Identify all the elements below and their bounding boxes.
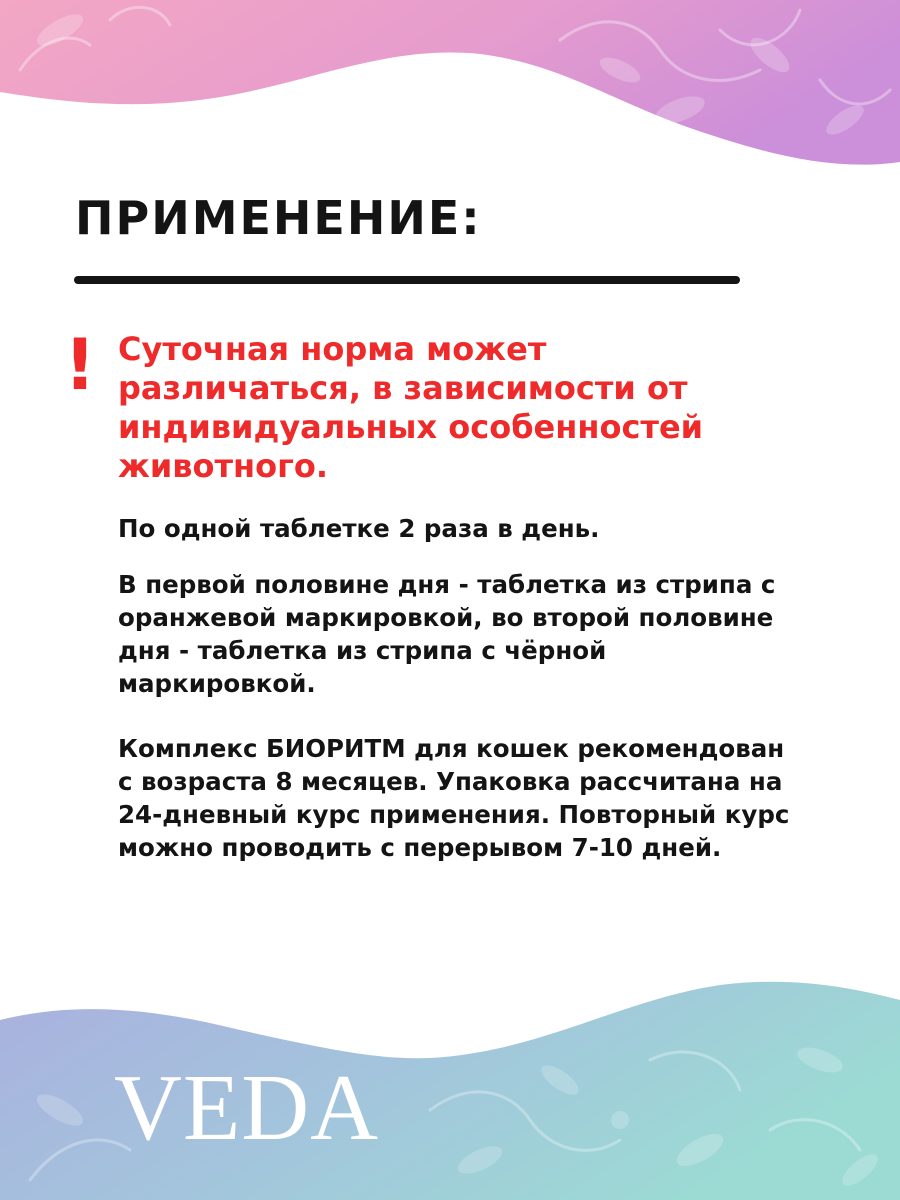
schedule-text: В первой половине дня - таблетка из стрипа с оранжевой маркировкой, во второй половине дня - таблетка из стрипа с чёрной маркировкой.	[118, 570, 776, 698]
dosage-text: По одной таблетке 2 раза в день.	[118, 514, 600, 543]
exclamation-icon: !	[64, 324, 96, 406]
warning-text: Суточная норма может различаться, в зависимости от индивидуальных особенностей животного.	[118, 330, 704, 485]
course-text: Комплекс БИОРИТМ для кошек рекомендован с возраста 8 месяцев. Упаковка рассчитана на 24-дневный курс применения. Повторный курс можно проводить с перерывом 7-10 дней.	[118, 734, 790, 862]
brand-logo: VEDA	[114, 1056, 380, 1160]
page-title: ПРИМЕНЕНИЕ:	[75, 191, 482, 245]
title-underline	[74, 276, 740, 284]
top-wave	[0, 0, 900, 165]
